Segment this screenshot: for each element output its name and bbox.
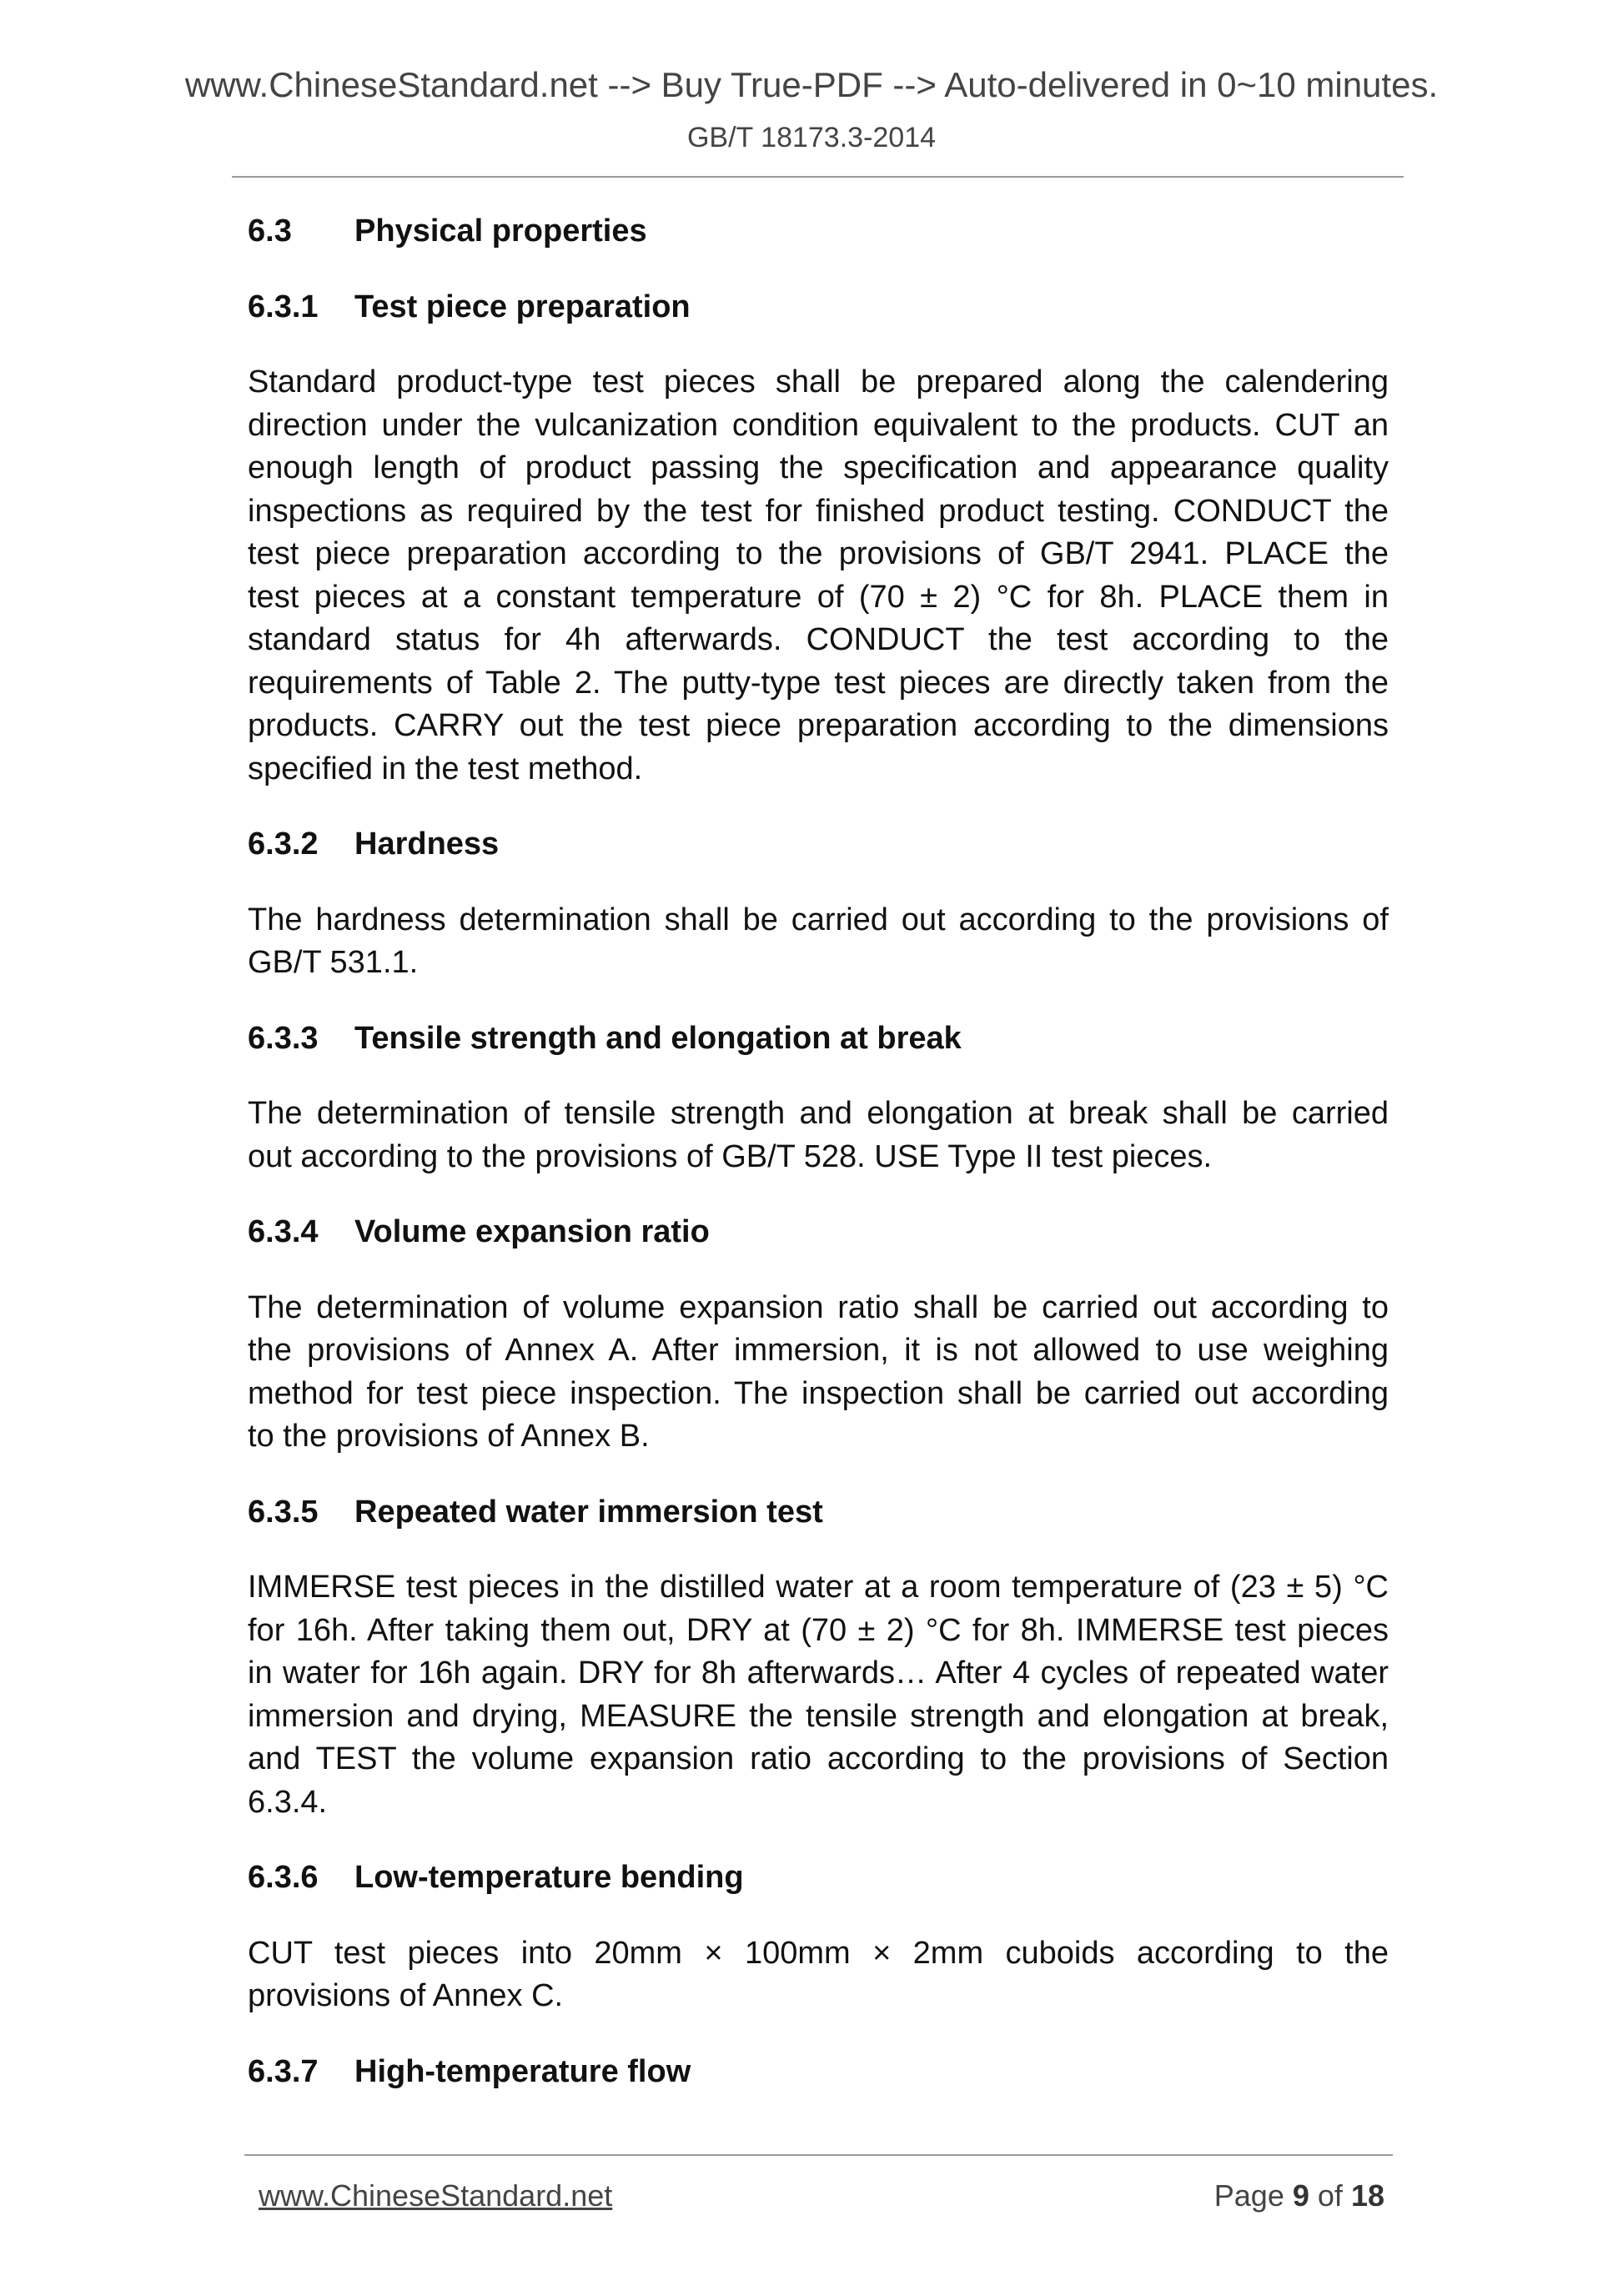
- section-paragraph: [248, 1566, 1389, 1824]
- paragraph-line: provisions of Annex C.: [248, 1978, 564, 2013]
- section-heading: [248, 1491, 1389, 1535]
- section-title: Low-temperature bending: [354, 1860, 744, 1895]
- page-current: 9: [1292, 2178, 1309, 2213]
- section-number: 6.3.5: [248, 1494, 319, 1530]
- section-number: 6.3.2: [248, 826, 319, 862]
- paragraph-line: out according to the provisions of GB/T 528. USE Type II test pieces.: [248, 1138, 1213, 1174]
- section-title: Physical properties: [354, 214, 647, 249]
- section-title: Hardness: [354, 826, 500, 862]
- header-divider: [232, 176, 1404, 178]
- section-title: Repeated water immersion test: [354, 1494, 823, 1530]
- section-heading: [248, 1856, 1389, 1900]
- section-heading: [248, 286, 1389, 329]
- paragraph-line: standard status for 4h afterwards. CONDUCT the test according to the: [248, 622, 1389, 657]
- section-paragraph: [248, 1093, 1389, 1178]
- paragraph-line: CUT test pieces into 20mm × 100mm × 2mm cuboids according to the: [248, 1935, 1389, 1971]
- section-number: 6.3: [248, 214, 292, 249]
- paragraph-line: IMMERSE test pieces in the distilled water at a room temperature of (23 ± 5) °C: [248, 1570, 1389, 1605]
- document-id: GB/T 18173.3-2014: [686, 122, 937, 153]
- paragraph-line: 6.3.4.: [248, 1784, 328, 1820]
- section-title: Volume expansion ratio: [354, 1214, 710, 1249]
- section-number: 6.3.1: [248, 289, 319, 324]
- paragraph-line: direction under the vulcanization condition equivalent to the products. CUT an: [248, 407, 1389, 443]
- section-heading: [248, 210, 1389, 254]
- page-number: [1214, 2178, 1384, 2213]
- section-paragraph: [248, 361, 1389, 791]
- section-heading: [248, 1211, 1389, 1254]
- section-heading: [248, 1017, 1389, 1061]
- paragraph-line: for 16h. After taking them out, DRY at (70 ± 2) °C for 8h. IMMERSE test pieces: [248, 1612, 1389, 1648]
- paragraph-line: The hardness determination shall be carried out according to the provisions of: [248, 902, 1389, 937]
- paragraph-line: specified in the test method.: [248, 751, 643, 786]
- paragraph-line: Standard product-type test pieces shall be prepared along the calendering: [248, 364, 1389, 399]
- section-title: Tensile strength and elongation at break: [354, 1020, 962, 1056]
- paragraph-line: requirements of Table 2. The putty-type test pieces are directly taken from the: [248, 665, 1389, 701]
- section-heading: [248, 823, 1389, 867]
- footer-website-link[interactable]: www.ChineseStandard.net: [259, 2178, 613, 2213]
- paragraph-line: test piece preparation according to the provisions of GB/T 2941. PLACE the: [248, 536, 1389, 571]
- section-number: 6.3.6: [248, 1860, 319, 1895]
- paragraph-line: to the provisions of Annex B.: [248, 1419, 650, 1454]
- paragraph-line: the provisions of Annex A. After immersion, it is not allowed to use weighing: [248, 1333, 1389, 1368]
- section-title: Test piece preparation: [354, 289, 691, 324]
- section-number: 6.3.3: [248, 1020, 319, 1056]
- header-banner: www.ChineseStandard.net --> Buy True-PDF --> Auto-delivered in 0~10 minutes.: [184, 65, 1439, 104]
- section-paragraph: [248, 1287, 1389, 1459]
- page-of: of: [1317, 2178, 1343, 2213]
- paragraph-line: The determination of volume expansion ratio shall be carried out according to: [248, 1289, 1389, 1325]
- page-prefix: Page: [1213, 2178, 1284, 2213]
- paragraph-line: The determination of tensile strength and elongation at break shall be carried: [248, 1096, 1389, 1131]
- paragraph-line: enough length of product passing the specification and appearance quality: [248, 450, 1389, 485]
- section-heading: [248, 2051, 1389, 2094]
- paragraph-line: products. CARRY out the test piece preparation according to the dimensions: [248, 708, 1389, 743]
- document-body: [248, 210, 1389, 2126]
- page-total: 18: [1350, 2178, 1384, 2213]
- paragraph-line: immersion and drying, MEASURE the tensile strength and elongation at break,: [248, 1698, 1389, 1734]
- paragraph-line: GB/T 531.1.: [248, 945, 419, 980]
- paragraph-line: method for test piece inspection. The inspection shall be carried out according: [248, 1375, 1389, 1411]
- section-title: High-temperature flow: [354, 2053, 691, 2089]
- section-paragraph: [248, 1932, 1389, 2018]
- paragraph-line: test pieces at a constant temperature of (70 ± 2) °C for 8h. PLACE them in: [248, 579, 1389, 615]
- paragraph-line: and TEST the volume expansion ratio according to the provisions of Section: [248, 1741, 1389, 1776]
- section-number: 6.3.4: [248, 1214, 319, 1249]
- footer-divider: [244, 2154, 1393, 2156]
- paragraph-line: inspections as required by the test for finished product testing. CONDUCT the: [248, 493, 1389, 529]
- paragraph-line: in water for 16h again. DRY for 8h afterwards… After 4 cycles of repeated water: [248, 1655, 1389, 1691]
- section-number: 6.3.7: [248, 2053, 319, 2089]
- section-paragraph: [248, 899, 1389, 985]
